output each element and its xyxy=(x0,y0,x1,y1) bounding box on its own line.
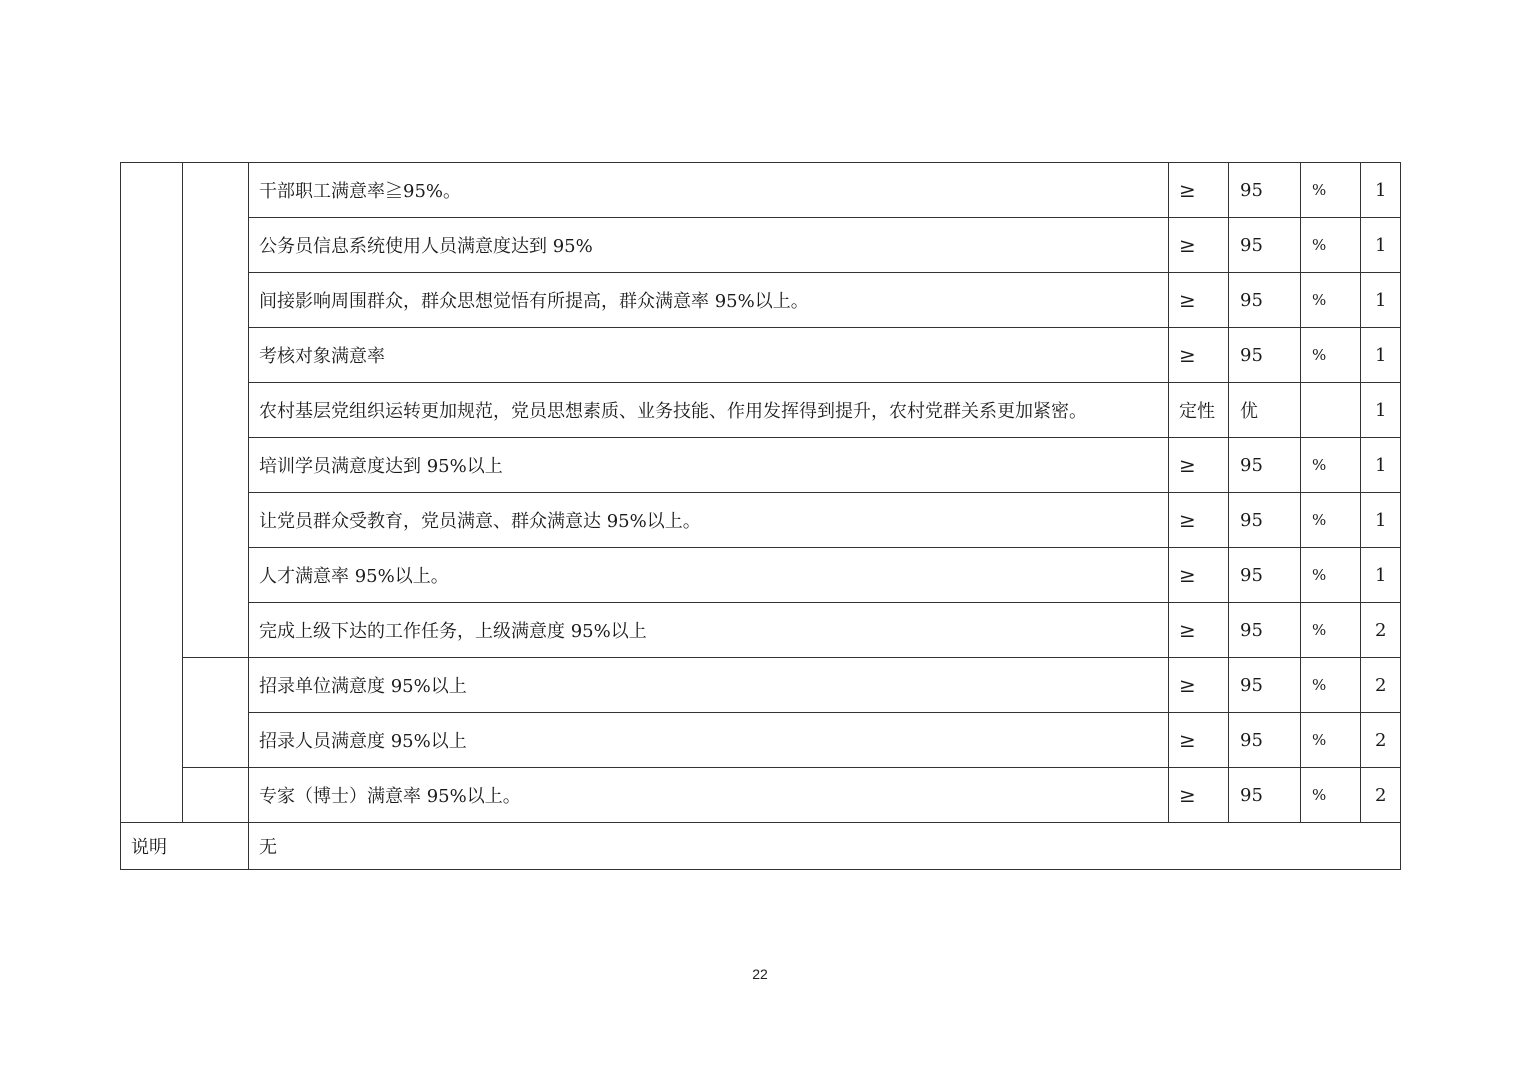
indicator-score: 2 xyxy=(1361,713,1401,768)
indicator-value: 95 xyxy=(1229,548,1301,603)
indicator-operator: ≥ xyxy=(1169,438,1229,493)
indicator-operator: ≥ xyxy=(1169,768,1229,823)
indicator-score: 1 xyxy=(1361,163,1401,218)
indicator-unit: % xyxy=(1301,713,1361,768)
indicator-operator: ≥ xyxy=(1169,713,1229,768)
indicator-unit: % xyxy=(1301,273,1361,328)
indicator-description: 人才满意率 95%以上。 xyxy=(249,548,1169,603)
indicator-operator: ≥ xyxy=(1169,328,1229,383)
table-row xyxy=(121,658,1401,713)
indicator-description: 专家（博士）满意率 95%以上。 xyxy=(249,768,1169,823)
indicator-operator: ≥ xyxy=(1169,273,1229,328)
indicator-value: 优 xyxy=(1229,383,1301,438)
table-row xyxy=(121,603,1401,658)
indicator-value: 95 xyxy=(1229,438,1301,493)
indicator-operator: ≥ xyxy=(1169,163,1229,218)
indicator-unit xyxy=(1301,383,1361,438)
indicator-value: 95 xyxy=(1229,768,1301,823)
indicator-score: 1 xyxy=(1361,493,1401,548)
category-cell-level1 xyxy=(121,163,183,823)
performance-indicator-table xyxy=(120,162,1401,870)
table-row xyxy=(121,438,1401,493)
page-number: 22 xyxy=(752,966,768,982)
indicator-description: 培训学员满意度达到 95%以上 xyxy=(249,438,1169,493)
indicator-score: 2 xyxy=(1361,768,1401,823)
indicator-unit: % xyxy=(1301,548,1361,603)
indicator-unit: % xyxy=(1301,328,1361,383)
table-row xyxy=(121,328,1401,383)
indicator-value: 95 xyxy=(1229,603,1301,658)
table-row xyxy=(121,383,1401,438)
indicator-score: 2 xyxy=(1361,658,1401,713)
indicator-operator: ≥ xyxy=(1169,548,1229,603)
indicator-score: 1 xyxy=(1361,218,1401,273)
indicator-score: 1 xyxy=(1361,548,1401,603)
indicator-unit: % xyxy=(1301,603,1361,658)
indicator-value: 95 xyxy=(1229,493,1301,548)
indicator-operator: ≥ xyxy=(1169,493,1229,548)
indicator-description: 间接影响周围群众，群众思想觉悟有所提高，群众满意率 95%以上。 xyxy=(249,273,1169,328)
note-text: 无 xyxy=(249,823,1401,870)
indicator-score: 1 xyxy=(1361,383,1401,438)
indicator-description: 农村基层党组织运转更加规范，党员思想素质、业务技能、作用发挥得到提升，农村党群关系更加紧密。 xyxy=(249,383,1169,438)
indicator-operator: ≥ xyxy=(1169,658,1229,713)
indicator-description: 干部职工满意率≧95%。 xyxy=(249,163,1169,218)
indicator-value: 95 xyxy=(1229,218,1301,273)
indicator-description: 公务员信息系统使用人员满意度达到 95% xyxy=(249,218,1169,273)
indicator-value: 95 xyxy=(1229,163,1301,218)
table-row xyxy=(121,548,1401,603)
indicator-unit: % xyxy=(1301,438,1361,493)
category-cell-level2 xyxy=(183,163,249,658)
table-row xyxy=(121,273,1401,328)
indicator-description: 考核对象满意率 xyxy=(249,328,1169,383)
category-cell-level2 xyxy=(183,768,249,823)
indicator-score: 1 xyxy=(1361,438,1401,493)
indicator-score: 1 xyxy=(1361,328,1401,383)
indicator-value: 95 xyxy=(1229,658,1301,713)
indicator-description: 招录人员满意度 95%以上 xyxy=(249,713,1169,768)
indicator-unit: % xyxy=(1301,658,1361,713)
note-row xyxy=(121,823,1401,870)
indicator-unit: % xyxy=(1301,163,1361,218)
table-row xyxy=(121,713,1401,768)
table-row xyxy=(121,163,1401,218)
indicator-unit: % xyxy=(1301,218,1361,273)
category-cell-level2 xyxy=(183,658,249,768)
indicator-value: 95 xyxy=(1229,328,1301,383)
indicator-value: 95 xyxy=(1229,713,1301,768)
indicator-description: 完成上级下达的工作任务，上级满意度 95%以上 xyxy=(249,603,1169,658)
table-row xyxy=(121,768,1401,823)
indicator-operator: ≥ xyxy=(1169,603,1229,658)
note-label: 说明 xyxy=(121,823,249,870)
indicator-operator: ≥ xyxy=(1169,218,1229,273)
table-row xyxy=(121,493,1401,548)
indicator-score: 1 xyxy=(1361,273,1401,328)
indicator-description: 让党员群众受教育，党员满意、群众满意达 95%以上。 xyxy=(249,493,1169,548)
indicator-value: 95 xyxy=(1229,273,1301,328)
indicator-unit: % xyxy=(1301,768,1361,823)
table-row xyxy=(121,218,1401,273)
indicator-description: 招录单位满意度 95%以上 xyxy=(249,658,1169,713)
indicator-operator: 定性 xyxy=(1169,383,1229,438)
indicator-score: 2 xyxy=(1361,603,1401,658)
indicator-unit: % xyxy=(1301,493,1361,548)
